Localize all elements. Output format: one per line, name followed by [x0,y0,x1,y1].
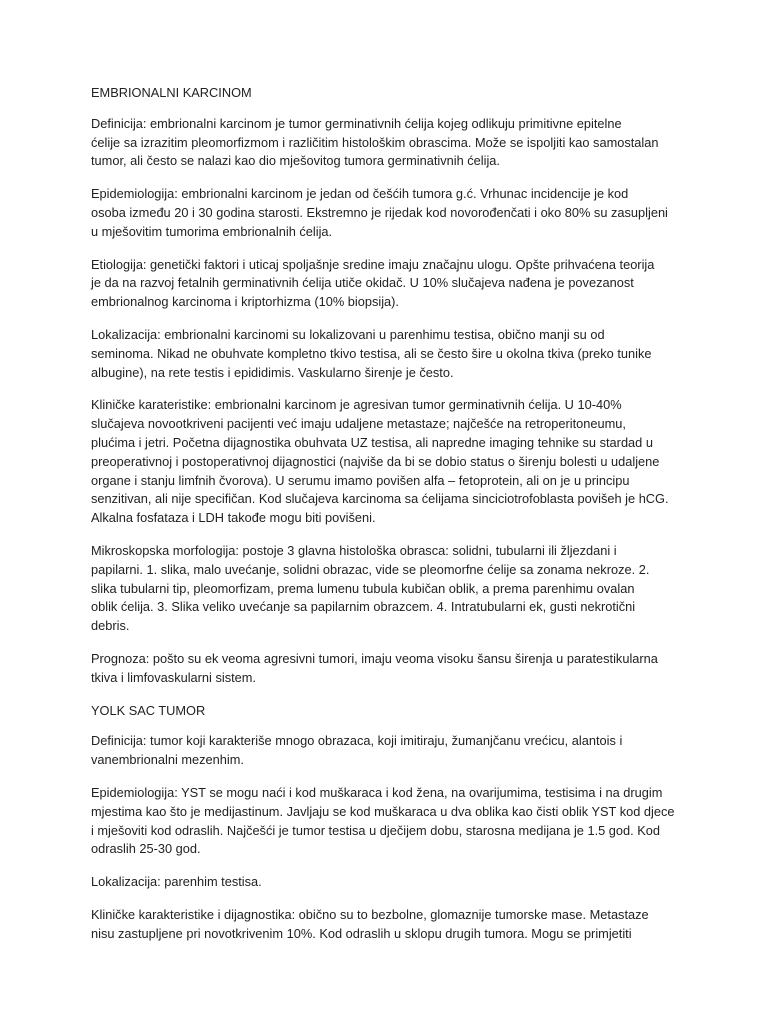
paragraph-yst-lokalizacija: Lokalizacija: parenhim testisa. [91,874,262,890]
paragraph-yst-epidemiologija: Epidemiologija: YST se mogu naći i kod muškaraca i kod žena, na ovarijumima, testisima i na drugim mjestima kao što je medijastinum. Javljaju se kod muškaraca u dva oblika kao čisti oblik YST kod djece i mješoviti kod odraslih. Najčešći je tumor testisa u dječijem dobu, starosna medijana je 1.5 god. Kod odraslih 25-30 god. [91,784,675,857]
paragraph-epidemiologija: Epidemiologija: embrionalni karcinom je jedan od češćih tumora g.ć. Vrhunac incidencije je kod osoba između 20 i 30 godina starosti. Ekstremno je rijedak kod novorođenčati i oko 80% su zasupljeni u mješovitim tumorima embrionalnih ćelija. [91,186,668,239]
paragraph-yst-klinicke-karakteristike: Kliničke karakteristike i dijagnostika: obično su to bezbolne, glomaznije tumorske mase. Metastaze nisu zastupljene pri novotkrivenim 10%. Kod odraslih u sklopu drugih tumora. Mogu se primjetiti [91,906,649,941]
paragraph-definicija: Definicija: embrionalni karcinom je tumor germinativnih ćelija kojeg odlikuju primitivne epitelne ćelije sa izrazitim pleomorfizmom i različitim histološkim obrascima. Može se ispoljiti kao samostalan tumor, ali često se nalazi kao dio mješovitog tumora germinativnih ćelija. [91,115,659,169]
section-heading-yolk-sac-tumor: YOLK SAC TUMOR [91,702,206,718]
paragraph-klinicke-karateristike: Kliničke karateristike: embrionalni karcinom je agresivan tumor germinativnih ćelija. U 10-40% slučajeva novootkriveni pacijenti već imaju udaljene metastaze; najčešće na retroperitoneumu, plućima i jetri. Početna dijagnostika obuhvata UZ testisa, ali napredne imaging tehnike su stardad u preoperativnoj i postoperativnoj dijagnostici (najviše da bi se dobio status o širenju bolesti u udaljene organe i stanju limfnih čvorova). U serumu imamo povišen alfa – fetoprotein, ali on je u principu senzitivan, ali nije specifičan. Kod slučajeva karcinoma sa ćelijama sinciciotrofoblasta povišeh je hCG. Alkalna fosfataza i LDH takođe mogu biti povišeni. [91,397,669,526]
document-page [91,84,685,957]
paragraph-lokalizacija: Lokalizacija: embrionalni karcinomi su lokalizovani u parenhimu testisa, obično manji su od seminoma. Nikad ne obuhvate kompletno tkivo testisa, ali se često šire u okolna tkiva (preko tunike albugine), na rete testis i epididimis. Vaskularno širenje je često. [91,326,652,380]
section-heading-embrionalni-karcinom: EMBRIONALNI KARCINOM [91,85,252,100]
paragraph-etiologija: Etiologija: genetički faktori i uticaj spoljašnje sredine imaju značajnu ulogu. Opšte prihvaćena teorija je da na razvoj fetalnih germinativnih ćelija utiče okidač. U 10% slučajeva nađena je povezanost embrionalnog karcinoma i kriptorhizma (10% biopsija). [91,256,655,310]
paragraph-prognoza: Prognoza: pošto su ek veoma agresivni tumori, imaju veoma visoku šansu širenja u paratestikularna tkiva i limfovaskularni sistem. [91,650,658,685]
paragraph-mikroskopska-morfologija: Mikroskopska morfologija: postoje 3 glavna histološka obrasca: solidni, tubularni ili žljezdani i papilarni. 1. slika, malo uvećanje, solidni obrazac, vide se pleomorfne ćelije sa zonama nekroze. 2. slika tubularni tip, pleomorfizam, prema lumenu tubula kubičan oblik, a prema parenhimu ovalan oblik ćelija. 3. Slika veliko uvećanje sa papilarnim obrazcem. 4. Intratubularni ek, gusti nekrotični debris. [91,542,650,634]
paragraph-yst-definicija: Definicija: tumor koji karakteriše mnogo obrazaca, koji imitiraju, žumanjčanu vrećicu, alantois i vanembrionalni mezenhim. [91,733,623,768]
